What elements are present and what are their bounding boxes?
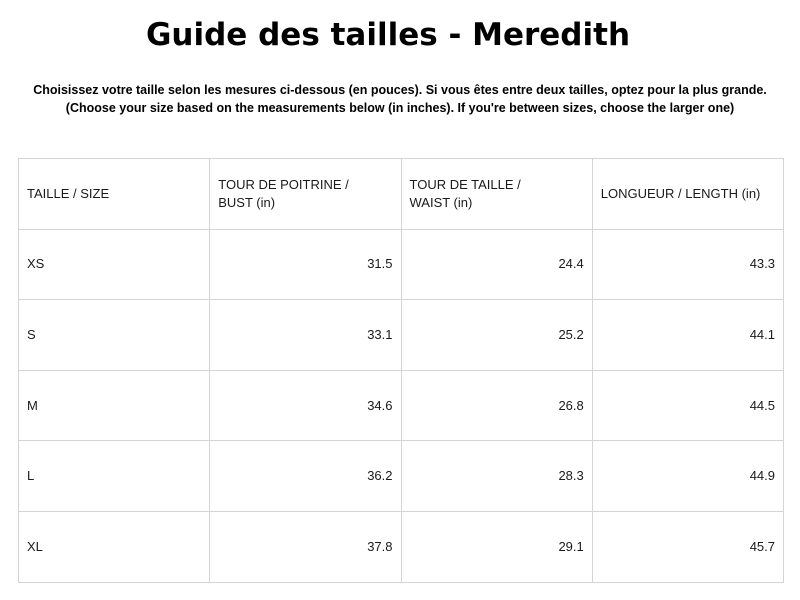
waist-cell: 26.8	[401, 370, 592, 441]
table-row	[19, 300, 784, 371]
instructions-french: Choisissez votre taille selon les mesures ci-dessous (en pouces). Si vous êtes entre deux tailles, optez pour la plus grande.	[33, 83, 767, 97]
size-cell: XL	[19, 511, 210, 582]
header-bust	[210, 159, 401, 230]
header-bust-line-2: BUST (in)	[218, 194, 276, 210]
header-waist	[401, 159, 592, 230]
length-cell: 45.7	[592, 511, 783, 582]
size-cell: S	[19, 300, 210, 371]
bust-cell: 34.6	[210, 370, 401, 441]
bust-cell: 36.2	[210, 441, 401, 512]
table-header-row	[19, 159, 784, 230]
waist-cell: 28.3	[401, 441, 592, 512]
waist-cell: 29.1	[401, 511, 592, 582]
table-row	[19, 511, 784, 582]
header-bust-line-1: TOUR DE POITRINE /	[218, 176, 349, 192]
header-waist-line-2: WAIST (in)	[409, 194, 473, 210]
table-row	[19, 370, 784, 441]
header-size-label: TAILLE / SIZE	[27, 185, 110, 201]
length-cell: 44.5	[592, 370, 783, 441]
waist-cell: 25.2	[401, 300, 592, 371]
header-length	[592, 159, 783, 230]
bust-cell: 31.5	[210, 229, 401, 300]
size-chart-table	[18, 158, 784, 583]
header-waist-line-1: TOUR DE TAILLE /	[409, 176, 521, 192]
header-size	[19, 159, 210, 230]
instructions-english: (Choose your size based on the measurements below (in inches). If you're between sizes, choose the larger one)	[65, 100, 735, 115]
table-row	[19, 229, 784, 300]
table-row	[19, 441, 784, 512]
size-cell: L	[19, 441, 210, 512]
bust-cell: 37.8	[210, 511, 401, 582]
waist-cell: 24.4	[401, 229, 592, 300]
length-cell: 44.1	[592, 300, 783, 371]
size-guide-instructions	[0, 82, 800, 117]
bust-cell: 33.1	[210, 300, 401, 371]
size-cell: M	[19, 370, 210, 441]
length-cell: 43.3	[592, 229, 783, 300]
header-length-label: LONGUEUR / LENGTH (in)	[600, 185, 761, 201]
length-cell: 44.9	[592, 441, 783, 512]
size-cell: XS	[19, 229, 210, 300]
page-title: Guide des tailles - Meredith	[145, 17, 631, 53]
